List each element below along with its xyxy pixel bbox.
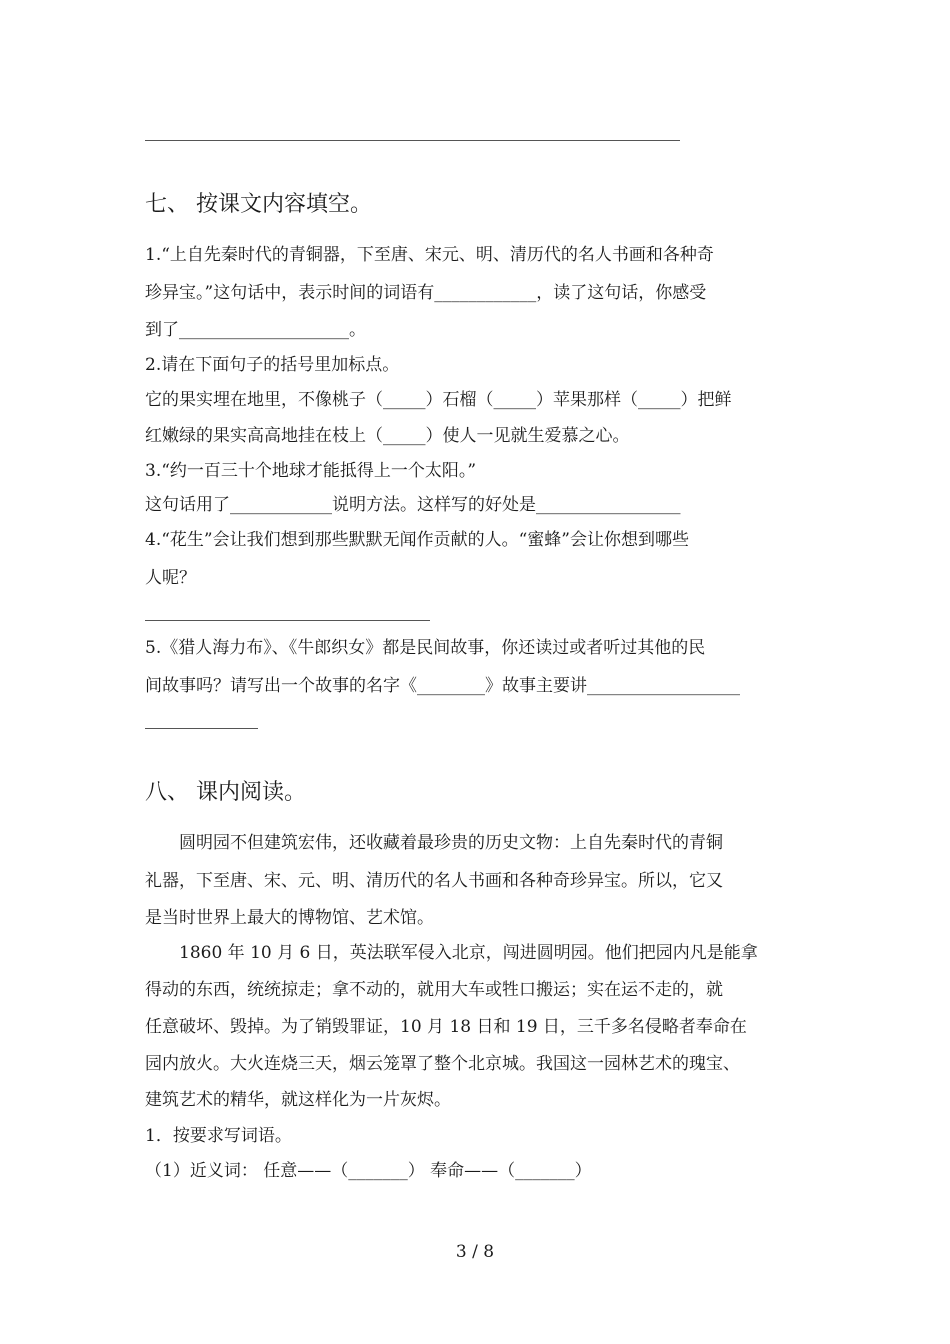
q5-line1: 5.《猎人海力布》、《牛郎织女》都是民间故事，你还读过或者听过其他的民 [145, 638, 706, 658]
q4-answer-line [145, 620, 430, 621]
task-1-1: （1）近义词： 任意——（_______） 奉命——（_______） [145, 1161, 592, 1181]
task-1: 1．按要求写词语。 [145, 1126, 292, 1146]
passage-line-4: 1860 年 10 月 6 日，英法联军侵入北京，闯进圆明园。他们把园内凡是能拿 [179, 943, 758, 963]
section-8-title: 八、 课内阅读。 [145, 780, 306, 805]
q1-line3: 到了____________________。 [145, 320, 366, 340]
section-7-title: 七、 按课文内容填空。 [145, 192, 372, 217]
passage-line-8: 建筑艺术的精华，就这样化为一片灰烬。 [145, 1090, 451, 1110]
q3-line1: 3.“约一百三十个地球才能抵得上一个太阳。” [145, 461, 477, 481]
q1-line1: 1.“上自先秦时代的青铜器，下至唐、宋元、明、清历代的名人书画和各种奇 [145, 245, 714, 265]
q2-line3: 红嫩绿的果实高高地挂在枝上（_____）使人一见就生爱慕之心。 [145, 426, 630, 446]
answer-line-top [145, 140, 680, 141]
passage-line-3: 是当时世界上最大的博物馆、艺术馆。 [145, 908, 434, 928]
q2-line2: 它的果实埋在地里，不像桃子（_____）石榴（_____）苹果那样（_____）把鲜 [145, 390, 732, 410]
page-number: 3 / 8 [455, 1242, 495, 1262]
q4-line2: 人呢？ [145, 568, 196, 588]
passage-line-6: 任意破坏、毁掉。为了销毁罪证，10 月 18 日和 19 日，三千多名侵略者奉命在 [145, 1017, 747, 1037]
q1-line2: 珍异宝。”这句话中，表示时间的词语有____________，读了这句话，你感受 [145, 283, 707, 303]
q3-line2: 这句话用了____________说明方法。这样写的好处是_________________ [145, 495, 681, 515]
q2-line1: 2.请在下面句子的括号里加标点。 [145, 355, 400, 375]
q4-line1: 4.“花生”会让我们想到那些默默无闻作贡献的人。“蜜蜂”会让你想到哪些 [145, 530, 689, 550]
passage-line-2: 礼器，下至唐、宋、元、明、清历代的名人书画和各种奇珍异宝。所以，它又 [145, 871, 723, 891]
passage-line-7: 园内放火。大火连烧三天，烟云笼罩了整个北京城。我国这一园林艺术的瑰宝、 [145, 1054, 740, 1074]
passage-line-5: 得动的东西，统统掠走；拿不动的，就用大车或牲口搬运；实在运不走的，就 [145, 980, 723, 1000]
passage-line-1: 圆明园不但建筑宏伟，还收藏着最珍贵的历史文物：上自先秦时代的青铜 [179, 833, 723, 853]
q5-answer-line [145, 728, 258, 729]
q5-line2: 间故事吗？请写出一个故事的名字《________》故事主要讲__________________ [145, 676, 740, 696]
